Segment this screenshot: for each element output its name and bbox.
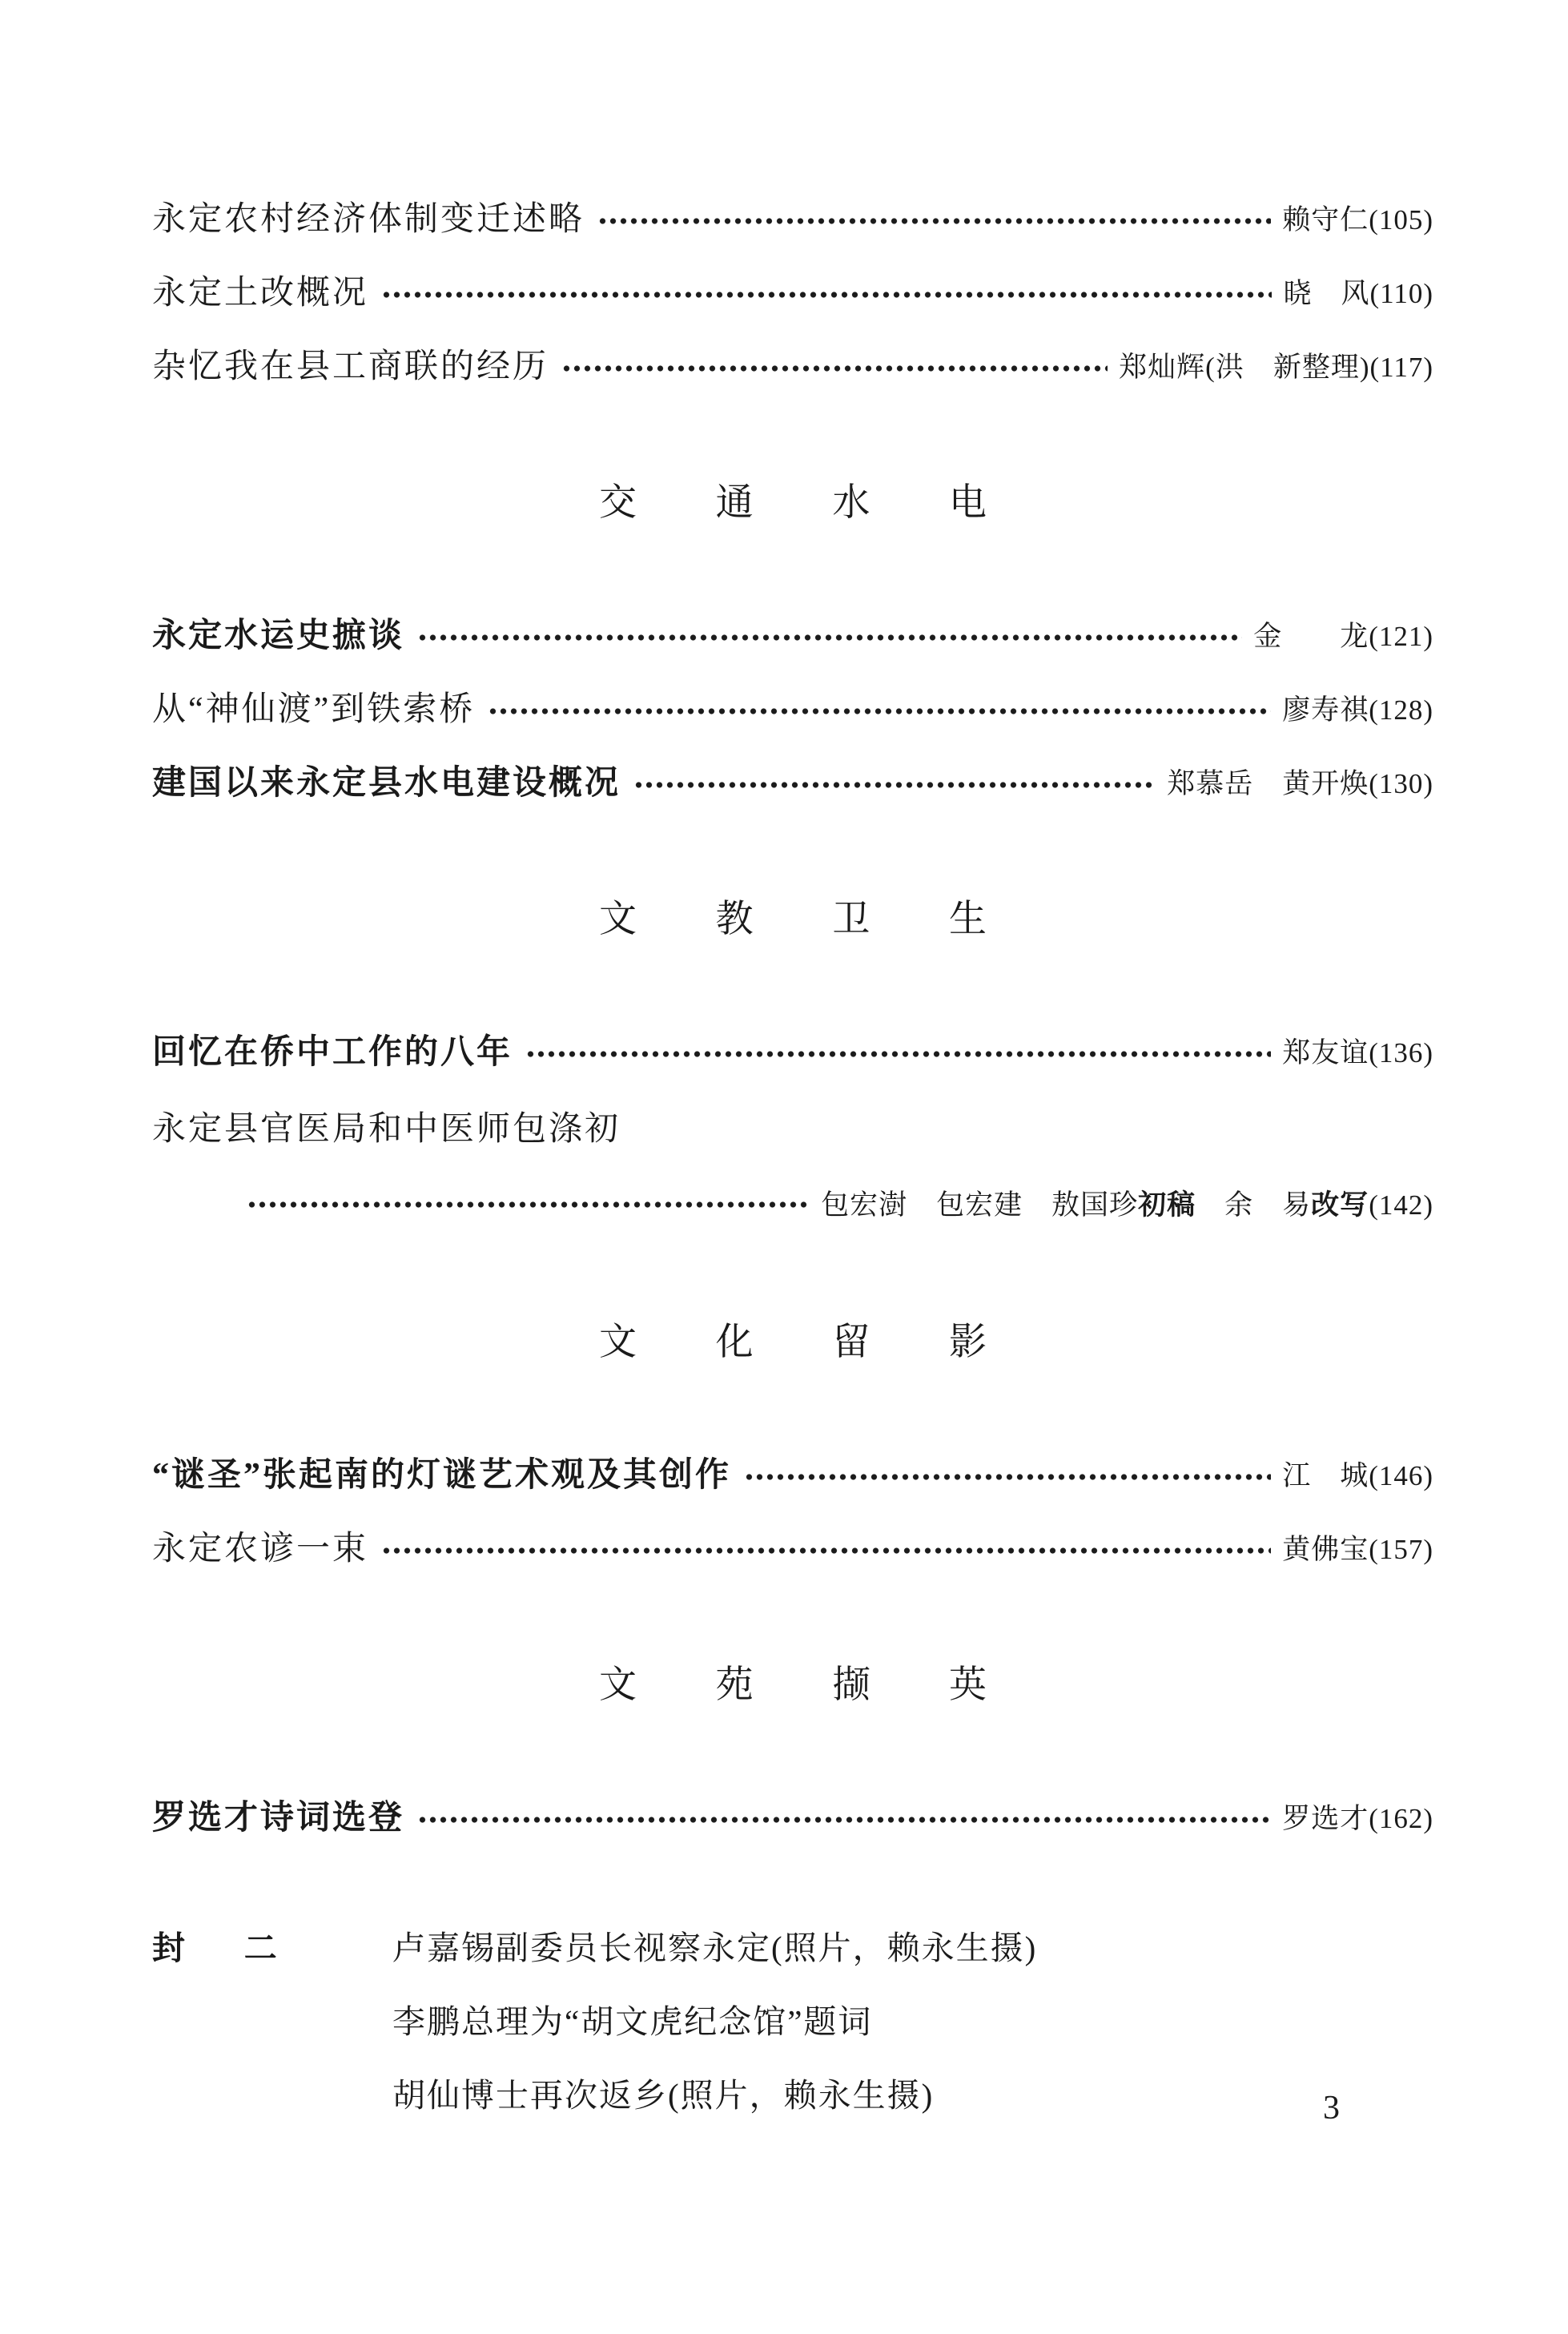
dot-leader (525, 1048, 1271, 1060)
toc-entry (152, 1439, 1433, 1512)
back-cover-line: 李鹏总理为“胡文虎纪念馆”题词 (392, 2003, 873, 2040)
toc-entry (152, 1016, 1433, 1089)
entry-author-page: 江 城(146) (1282, 1459, 1433, 1491)
toc-entry (152, 673, 1433, 746)
section-heading-label: 文化留影 (598, 1322, 1066, 1363)
section-heading (152, 883, 1433, 956)
section-heading-label: 文教卫生 (598, 899, 1066, 940)
author-name: 包宏澍 包宏建 敖国珍 (821, 1189, 1139, 1221)
entry-title: 永定农村经济体制变迁述略 (152, 201, 585, 238)
dot-leader (417, 632, 1242, 643)
back-cover-note (152, 1911, 1433, 2132)
entry-author-page: 郑友谊(136) (1282, 1036, 1433, 1068)
toc-entry (152, 1781, 1433, 1855)
toc-entry (152, 330, 1433, 404)
author-name: 余 易 (1196, 1189, 1312, 1221)
page-number: 3 (1323, 2090, 1340, 2127)
entry-title: 罗选才诗词选登 (152, 1800, 405, 1837)
dot-leader (633, 779, 1156, 791)
entry-title: 回忆在侨中工作的八年 (152, 1034, 513, 1071)
back-cover-line: 胡仙博士再次返乡(照片，赖永生摄) (392, 2077, 935, 2114)
dot-leader (561, 363, 1108, 374)
section-heading (152, 1648, 1433, 1722)
dot-leader (417, 1814, 1271, 1825)
entry-author-page: 黄佛宝(157) (1282, 1533, 1433, 1565)
entry-author-page: 郑慕岳 黄开焕(130) (1167, 767, 1433, 799)
entry-continuation (152, 1163, 1433, 1243)
entry-title: 永定农谚一束 (152, 1531, 369, 1567)
toc-entry-wrapped (152, 1089, 1433, 1243)
section-heading-label: 文苑撷英 (598, 1664, 1066, 1706)
dot-leader (488, 706, 1271, 717)
back-cover-lines (392, 1911, 1433, 2132)
dot-leader (247, 1199, 810, 1210)
entry-title: 永定土改概况 (152, 275, 369, 312)
dot-leader (744, 1471, 1271, 1483)
back-cover-line: 卢嘉锡副委员长视察永定(照片，赖永生摄) (392, 1930, 1038, 1966)
entry-author-page: 金 龙(121) (1253, 620, 1433, 652)
toc-entry (152, 256, 1433, 330)
entry-title: 永定县官医局和中医师包涤初 (152, 1111, 621, 1148)
entry-title: 从“神仙渡”到铁索桥 (152, 691, 476, 728)
entry-title: 永定水运史摭谈 (152, 618, 405, 654)
section-heading (152, 466, 1433, 540)
entry-author-page: 罗选才(162) (1282, 1802, 1433, 1834)
toc-entry (152, 183, 1433, 256)
section-heading-label: 交通水电 (598, 482, 1066, 524)
entry-author-page: 郑灿辉(洪 新整理)(117) (1119, 351, 1433, 383)
entry-title: 建国以来永定县水电建设概况 (152, 765, 621, 802)
section-heading (152, 1306, 1433, 1379)
dot-leader (597, 215, 1271, 227)
toc-entry (152, 599, 1433, 673)
author-role: 改写 (1311, 1189, 1369, 1221)
entry-title: “谜圣”张起南的灯谜艺术观及其创作 (152, 1457, 732, 1494)
entry-title: 杂忆我在县工商联的经历 (152, 348, 549, 385)
entry-author-page: 晓 风(110) (1283, 277, 1433, 309)
entry-author-page: 赖守仁(105) (1282, 203, 1433, 235)
entry-page-number: (142) (1369, 1189, 1433, 1221)
entry-author-page: 廖寿祺(128) (1282, 694, 1433, 726)
author-role: 初稿 (1138, 1189, 1196, 1221)
dot-leader (381, 289, 1272, 300)
back-cover-label: 封二 (152, 1930, 336, 1966)
dot-leader (381, 1545, 1271, 1556)
toc-entry (152, 746, 1433, 820)
toc-entry (152, 1512, 1433, 1586)
entry-author-page (821, 1183, 1433, 1223)
